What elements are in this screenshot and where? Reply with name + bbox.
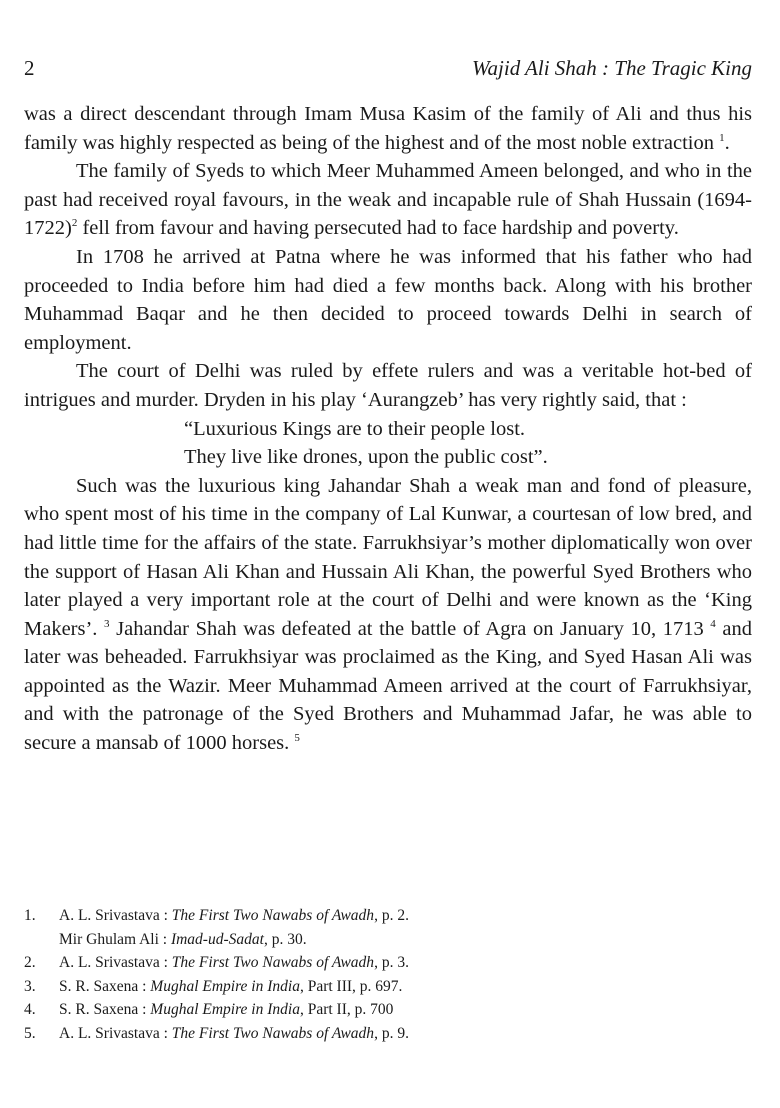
footnote-number: 1. — [24, 907, 36, 924]
footnote-author: A. L. Srivastava : — [59, 954, 172, 972]
footnote-author: S. R. Saxena : — [59, 1001, 151, 1019]
footnote-rest: , Part II, p. 700 — [299, 1001, 394, 1019]
footnote-ref-4: 4 — [710, 617, 716, 630]
footnote-rest: , p. 30. — [263, 930, 307, 948]
footnote-title: The First Two Nawabs of Awadh — [171, 1024, 375, 1042]
footnote-ref-3: 3 — [104, 617, 110, 630]
footnote-number: 4. — [24, 1001, 36, 1019]
verse-line-1: “Luxurious Kings are to their people lost. — [184, 417, 526, 440]
paragraph-1-tail: . — [724, 131, 730, 154]
paragraph-2 — [24, 157, 752, 243]
paragraph-1 — [24, 100, 752, 157]
paragraph-5-part-3: and later was beheaded. Farrukhsiyar was proclaimed as the King, and Syed Hasan Ali was appointed as the Wazir. Meer Muhammad Ameen arrived at the court of Farrukhsiyar, and with the patronage of the Syed Brothers and Muhammad Jafar, he was able to secure a mansab of 1000 horses. — [24, 617, 752, 755]
footnote-rest: , Part III, p. 697. — [299, 977, 403, 995]
footnote-5 — [24, 1022, 724, 1046]
page-number: 2 — [24, 56, 35, 80]
paragraph-1-text: was a direct descendant through Imam Musa Kasim of the family of Ali and thus his family was highly respected as being of the highest and of the most noble extraction — [24, 103, 752, 154]
footnote-number: 5. — [24, 1024, 36, 1042]
footnote-2 — [24, 951, 724, 975]
footnote-title: The First Two Nawabs of Awadh — [171, 907, 375, 924]
footnote-title: Mughal Empire in India — [150, 977, 300, 995]
running-title: Wajid Ali Shah : The Tragic King — [471, 56, 752, 80]
footnote-number: 2. — [24, 954, 36, 972]
footnote-ref-5: 5 — [294, 732, 300, 745]
paragraph-5 — [24, 472, 752, 758]
footnote-title: The First Two Nawabs of Awadh — [171, 954, 375, 972]
paragraph-2-text: The family of Syeds to which Meer Muhammed Ameen belonged, and who in the past had received royal favours, in the weak and incapable rule of Shah Hussain (1694-1722) — [24, 160, 752, 240]
verse-line-2: They live like drones, upon the public cost”. — [184, 446, 548, 469]
paragraph-5-part-1: Such was the luxurious king Jahandar Shah a weak man and fond of pleasure, who spent most of his time in the company of Lal Kunwar, a courtesan of low bred, and had little time for the affairs of the state. Farrukhsiyar’s mother diplomatically won over the support of Hasan Ali Khan and Hussain Ali Khan, the powerful Syed Brothers who later played a very important role at the court of Delhi and were known as the ‘King Makers’. — [24, 474, 752, 640]
footnote-ref-1: 1 — [719, 131, 725, 144]
footnote-author: S. R. Saxena : — [59, 977, 151, 995]
footnote-author: A. L. Srivastava : — [59, 907, 172, 924]
footnote-number: 3. — [24, 977, 36, 995]
paragraph-3: In 1708 he arrived at Patna where he was informed that his father who had proceeded to India before him had died a few months back. Along with his brother Muhammad Baqar and he then decided to proceed towards Delhi in search of employment. — [24, 245, 752, 354]
footnote-title: Imad-ud-Sadat — [170, 930, 264, 948]
footnote-ref-2: 2 — [71, 217, 78, 230]
body-text — [24, 100, 752, 758]
footnote-rest: , p. 3. — [374, 954, 409, 972]
paragraph-2-tail: fell from favour and having persecuted had to face hardship and poverty. — [77, 217, 679, 240]
paragraph-5-part-2: Jahandar Shah was defeated at the battle of Agra on January 10, 1713 — [109, 617, 711, 640]
footnote-1 — [24, 904, 724, 928]
footnote-1-continued — [24, 928, 724, 952]
quoted-verse — [24, 415, 752, 472]
footnote-author: Mir Ghulam Ali : — [59, 930, 171, 948]
footnote-author: A. L. Srivastava : — [59, 1024, 172, 1042]
footnotes — [24, 904, 724, 1046]
footnote-rest: , p. 2. — [374, 907, 409, 924]
footnote-3 — [24, 975, 724, 999]
paragraph-4: The court of Delhi was ruled by effete rulers and was a veritable hot-bed of intrigues and murder. Dryden in his play ‘Aurangzeb’ has very rightly said, that : — [24, 360, 752, 411]
footnote-rest: , p. 9. — [374, 1024, 409, 1042]
footnote-4 — [24, 998, 724, 1022]
footnote-title: Mughal Empire in India — [150, 1001, 300, 1019]
page-header — [24, 56, 752, 84]
